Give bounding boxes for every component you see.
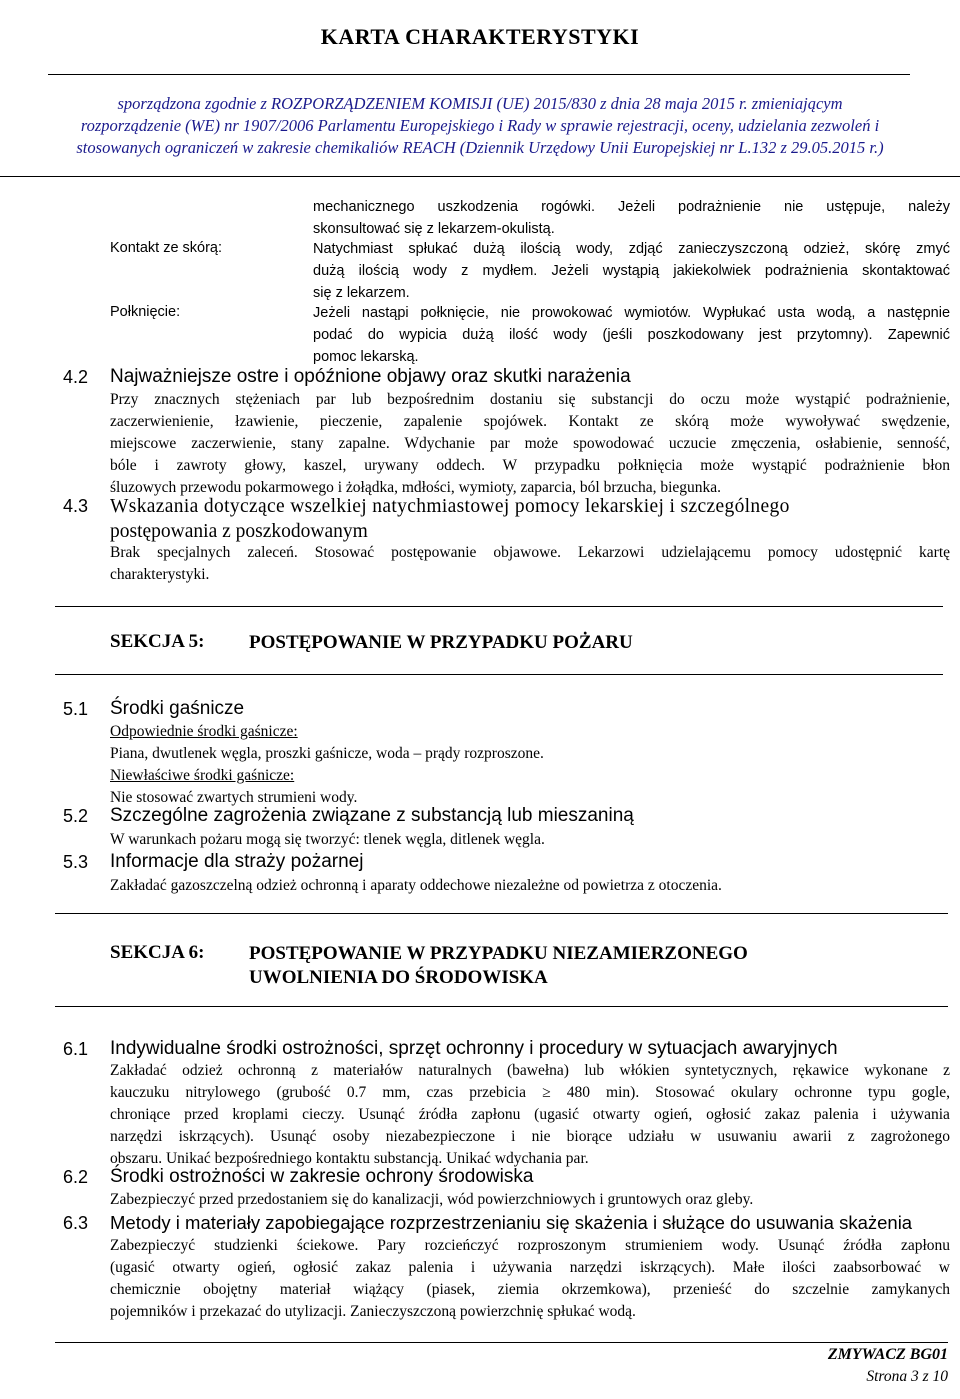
section-title: [249, 942, 748, 990]
text-line: chemicznie obojętny materiał wiążący (piasek, ziemia okrzemkowa), przenieść do szczelnie zamykanych: [110, 1281, 950, 1298]
text-line: chroniące przed kroplami cieczy. Usunąć źródła zapłonu (ugasić otwarty ogień, ogłosić zakaz palenia i używania: [110, 1106, 950, 1123]
regulation-header: [0, 93, 960, 159]
subsection-number: 4.3: [63, 496, 89, 516]
text-line: podać do wypicia dużą ilość wody (jeśli poszkodowany jest przytomny). Zapewnić: [313, 327, 950, 343]
text-line: miejscowe zaczerwienie, stany zapalne. Wdychanie par może spowodować uczucie zmęczenia, osłabienie, senność,: [110, 435, 950, 452]
text-line: Jeżeli nastąpi połknięcie, nie prowokować wymiotów. Wypłukać usta wodą, a następnie: [313, 305, 951, 321]
skin-contact-label: Kontakt ze skórą:: [110, 240, 223, 256]
subsection-title: Indywidualne środki ostrożności, sprzęt ochronny i procedury w sytuacjach awaryjnych: [110, 1038, 838, 1059]
subsection-number: 5.3: [63, 852, 89, 872]
text-line: zaczerwienienie, łzawienie, pieczenie, zapalenie spojówek. Kontakt ze skórą może wywoływać swędzenie,: [110, 413, 951, 430]
subsection-number: 6.2: [63, 1167, 89, 1187]
section-rule: [55, 606, 943, 607]
regulation-line: sporządzona zgodnie z ROZPORZĄDZENIEM KOMISJI (UE) 2015/830 z dnia 28 maja 2015 r. zmieniającym: [117, 94, 843, 113]
text-line: Zabezpieczyć przed przedostaniem się do kanalizacji, wód powierzchniowych i gruntowych oraz gleby.: [110, 1191, 754, 1208]
title-line: postępowania z poszkodowanym: [110, 521, 368, 542]
section-rule: [55, 674, 943, 675]
regulation-line: stosowanych ograniczeń w zakresie chemikaliów REACH (Dziennik Urzędowy Unii Europejskiej nr L.132 z 29.05.2015 r.): [76, 138, 884, 157]
section-rule: [55, 913, 948, 914]
text-line: Zakładać odzież ochronną z materiałów naturalnych (bawełna) lub włókien syntetycznych, rękawice wykonane z: [110, 1062, 951, 1079]
ingestion-label: Połknięcie:: [110, 304, 181, 320]
document-title: KARTA CHARAKTERYSTYKI: [320, 24, 640, 49]
extinguishing-media: [110, 721, 950, 809]
title-line: Wskazania dotyczące wszelkiej natychmiastowej pomocy lekarskiej i szczególnego: [110, 496, 790, 517]
product-code: ZMYWACZ BG01: [827, 1346, 948, 1363]
text-line: (ugasić otwarty ogień, ogłosić zakaz palenia i używania narzędzi iskrzących). Małe ilości zaabsorbować w: [110, 1259, 950, 1276]
text-line: Zabezpieczyć studzienki ściekowe. Pary rozcieńczyć rozproszonym strumieniem wody. Usunąć źródła zapłonu: [110, 1237, 951, 1254]
first-aid-notes: [110, 542, 950, 586]
eye-contact-continuation: [313, 196, 950, 240]
subsection-title: Szczególne zagrożenia związane z substancją lub mieszaniną: [110, 805, 634, 826]
header-rule: [48, 74, 910, 75]
text-line: Zakładać gazoszczelną odzież ochronną i aparaty oddechowe niezależne od powietrza z otoczenia.: [110, 877, 722, 894]
suitable-media-label: Odpowiednie środki gaśnicze:: [110, 723, 298, 740]
text-line: Przy znacznych stężeniach par lub bezpośrednim dostaniu się substancji do oczu może wystąpić podrażnienie,: [110, 391, 950, 408]
text-line: pojemników i przekazać do utylizacji. Zanieczyszczoną powierzchnię spłukać wodą.: [110, 1303, 636, 1320]
text-line: skonsultować się z lekarzem-okulistą.: [313, 221, 555, 237]
text-line: bóle i zawroty głowy, kaszel, urywany oddech. W przypadku połknięcia może wystąpić podrażnienie błon: [110, 457, 951, 474]
subsection-title: Informacje dla straży pożarnej: [110, 851, 364, 872]
text-line: narzędzi iskrzących). Usunąć osoby niezabezpieczone i nie biorące udziału w usuwaniu awarii z zagrożonego: [110, 1128, 950, 1145]
text-line: W warunkach pożaru mogą się tworzyć: tlenek węgla, ditlenek węgla.: [110, 831, 545, 848]
symptoms-text: [110, 389, 950, 499]
skin-contact-text: [313, 238, 950, 304]
footer-rule: [55, 1342, 948, 1343]
subsection-number: 4.2: [63, 367, 89, 387]
subsection-number: 5.1: [63, 699, 89, 719]
text-line: kauczuku nitrylowego (grubość 0.7 mm, czas przebicia ≥ 480 min). Stosować okulary ochronne typu gogle,: [110, 1084, 951, 1101]
environmental-precautions-text: [110, 1189, 950, 1211]
title-line: UWOLNIENIA DO ŚRODOWISKA: [249, 967, 548, 988]
personal-precautions-text: [110, 1060, 950, 1170]
section-rule: [55, 1006, 948, 1007]
containment-methods-text: [110, 1235, 950, 1323]
text-line: śluzowych przewodu pokarmowego i żołądka, mdłości, wymioty, zaparcia, ból brzucha, biegunka.: [110, 479, 722, 496]
subsection-title: Środki gaśnicze: [110, 698, 245, 719]
text-line: Brak specjalnych zaleceń. Stosować postępowanie objawowe. Lekarzowi udzielającemu pomocy udostępnić kartę: [110, 544, 951, 561]
subsection-number: 6.3: [63, 1213, 89, 1233]
unsuitable-media-label: Niewłaściwe środki gaśnicze:: [110, 767, 295, 784]
regulation-line: rozporządzenie (WE) nr 1907/2006 Parlamentu Europejskiego i Rady w sprawie rejestracji, oceny, udzielania zezwoleń i: [80, 116, 880, 135]
unsuitable-media-text: Nie stosować zwartych strumieni wody.: [110, 789, 358, 806]
subsection-number: 5.2: [63, 806, 89, 826]
section-title: POSTĘPOWANIE W PRZYPADKU POŻARU: [249, 632, 633, 653]
page-number: Strona 3 z 10: [866, 1368, 948, 1385]
text-line: pomoc lekarską.: [313, 349, 419, 365]
subsection-title: Środki ostrożności w zakresie ochrony środowiska: [110, 1166, 534, 1187]
subsection-title: Metody i materiały zapobiegające rozprzestrzenianiu się skażenia i służące do usuwania skażenia: [110, 1212, 913, 1233]
firefighter-advice-text: [110, 875, 950, 897]
text-line: obszaru. Unikać bezpośredniego kontaktu substancją. Unikać wdychania par.: [110, 1150, 589, 1167]
text-line: się z lekarzem.: [313, 285, 410, 301]
title-line: POSTĘPOWANIE W PRZYPADKU NIEZAMIERZONEGO: [249, 943, 748, 964]
special-hazards-text: [110, 829, 950, 851]
ingestion-text: [313, 302, 950, 368]
subsection-title: Najważniejsze ostre i opóźnione objawy oraz skutki narażenia: [110, 366, 631, 387]
text-line: Natychmiast spłukać dużą ilością wody, zdjąć zanieczyszczoną odzież, skórę zmyć: [313, 241, 950, 257]
subsection-number: 6.1: [63, 1039, 89, 1059]
subsection-title: [110, 494, 952, 544]
section-label: SEKCJA 5:: [110, 631, 205, 652]
text-line: dużą ilością wody z mydłem. Jeżeli wystąpią jakiekolwiek podrażnienia skontaktować: [313, 263, 950, 279]
text-line: charakterystyki.: [110, 566, 210, 583]
text-line: mechanicznego uszkodzenia rogówki. Jeżeli podrażnienie nie ustępuje, należy: [313, 199, 951, 215]
section-label: SEKCJA 6:: [110, 942, 205, 963]
suitable-media-text: Piana, dwutlenek węgla, proszki gaśnicze, woda – prądy rozproszone.: [110, 745, 544, 762]
header-bottom-rule: [0, 176, 960, 177]
